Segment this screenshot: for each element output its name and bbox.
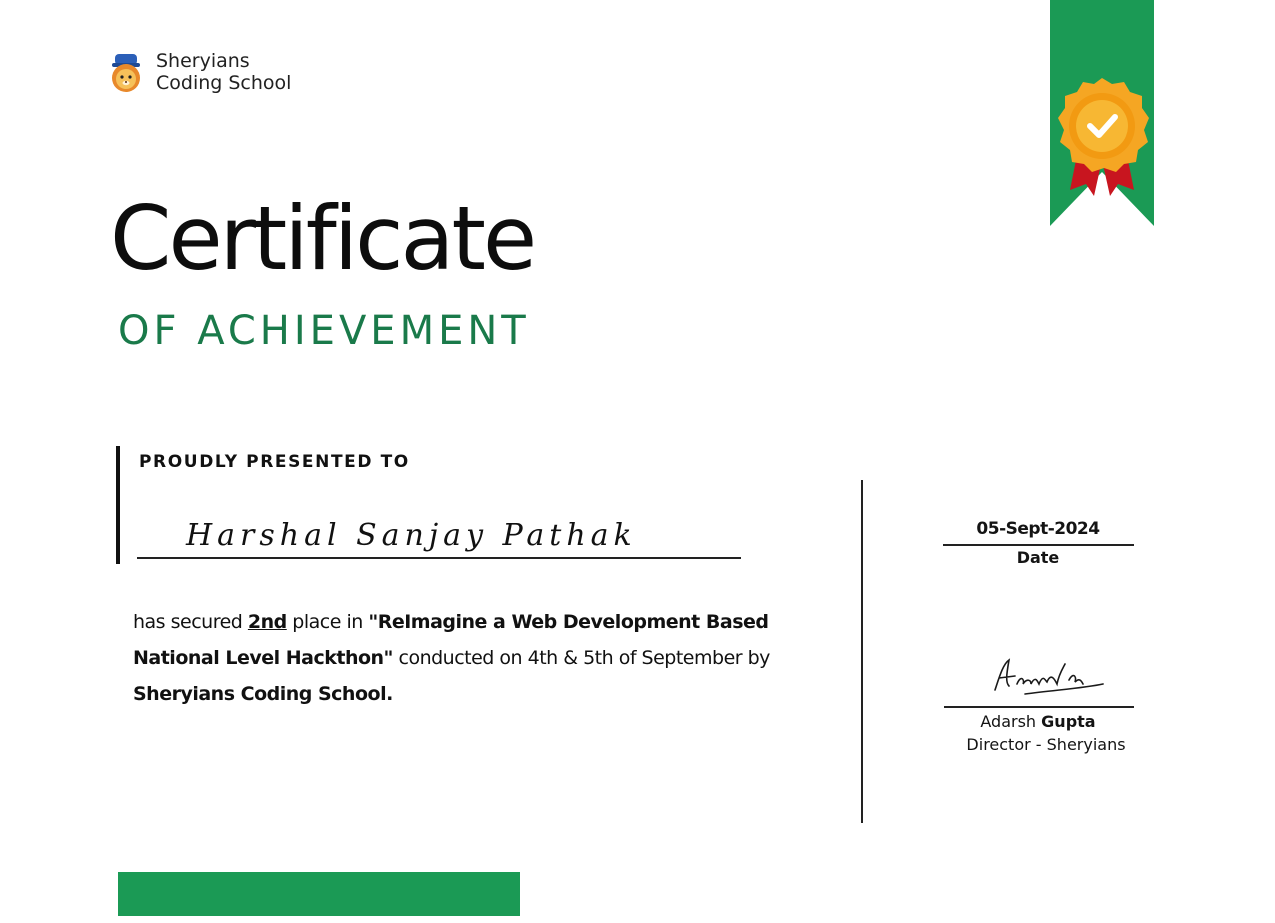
date-underline: [943, 544, 1134, 546]
brand-name: [156, 50, 291, 94]
event-name-part1: "ReImagine a Web Development: [368, 611, 706, 633]
signer-title: Director - Sheryians: [966, 735, 1126, 754]
award-ribbon-medal-icon: [1048, 0, 1156, 228]
recipient-name: Harshal Sanjay Pathak: [186, 518, 637, 553]
presented-to-label: PROUDLY PRESENTED TO: [139, 452, 410, 472]
description-text-3: conducted on 4th & 5th of September by: [392, 647, 770, 669]
certificate-subtitle: OF ACHIEVEMENT: [118, 308, 530, 354]
date-label: Date: [1016, 548, 1060, 567]
vertical-divider: [861, 480, 863, 823]
accent-bar: [116, 446, 120, 564]
brand: [110, 50, 291, 94]
signer-last-name: Gupta: [1041, 712, 1096, 731]
certificate-title: Certificate: [110, 187, 535, 290]
place-value: 2nd: [247, 611, 287, 633]
bottom-accent-bar: [118, 872, 520, 916]
signature: [985, 650, 1115, 700]
organizer-name: Sheryians Coding School.: [133, 683, 393, 705]
brand-name-line2: Coding School: [156, 72, 292, 94]
signature-line: [944, 706, 1134, 708]
lion-mascot-icon: [110, 50, 142, 94]
achievement-description: [133, 604, 773, 712]
event-name-part2: Based National Level Hackthon": [133, 611, 769, 669]
brand-name-line1: Sheryians: [156, 50, 250, 72]
signer-name: [943, 712, 1133, 731]
date-value: 05-Sept-2024: [976, 519, 1100, 539]
description-text-1: has secured: [133, 611, 248, 633]
description-text-2: place in: [286, 611, 369, 633]
recipient-underline: [137, 557, 741, 559]
signer-first-name: Adarsh: [980, 712, 1037, 731]
